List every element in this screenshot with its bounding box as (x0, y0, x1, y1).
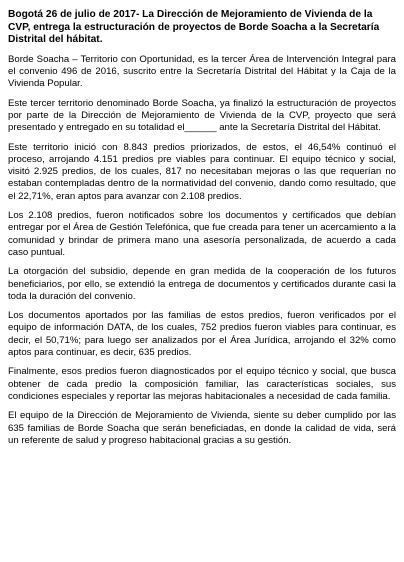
paragraph-priorized-properties: Este territorio inició con 8.843 predios priorizados, de estos, el 46,54% continuó el proceso, arrojando 4.151 predios pre viables para continuar. El equipo técnico y social, visitó 2.925 predios, de los cuales, 817 no necesitaban mejoras o las que requerían no estaban contempladas dentro de la normatividad del convenio, dando como resultado, que el 22,71%, eran aptos para avanzar con 2.108 predios. (8, 141, 396, 202)
paragraph-territory: Este tercer territorio denominado Borde Soacha, ya finalizó la estructuración de proyectos por parte de la Dirección de Mejoramiento de Vivienda de la CVP, proyecto que será presentado y entregado en su totalidad el______ ante la Secretaría Distrital del Hábitat. (8, 97, 396, 134)
paragraph-documents: Los documentos aportados por las familias de estos predios, fueron verificados por el equipo de información DATA, de los cuales, 752 predios fueron viables para continuar, es decir, el 50,71%; para luego ser analizados por el Área Jurídica, arrojando el 32% como aptos para continuar, es decir, 635 predios. (8, 310, 396, 359)
paragraph-notification: Los 2.108 predios, fueron notificados sobre los documentos y certificados que debían entregar por el Área de Gestión Telefónica, que fue creada para tener un acercamiento a la comunidad y brindar de primera mano una asesoría personalizada, de acuerdo a cada caso puntual. (8, 210, 396, 258)
paragraph-subsidy: La otorgación del subsidio, depende en gran medida de la cooperación de los futuros beneficiarios, por ello, se extendió la entrega de documentos y certificados durante casi la toda la duración del convenio. (8, 266, 396, 302)
headline: Bogotá 26 de julio de 2017- La Dirección de Mejoramiento de Vivienda de la CVP, entrega la estructuración de proyectos de Borde Soacha a la Secretaría Distrital del hábitat. (8, 9, 380, 46)
paragraph-intro: Borde Soacha – Territorio con Oportunidad, es la tercer Área de Intervención Integral para el convenio 496 de 2016, suscrito entre la Secretaría Distrital del Hábitat y la Caja de la Vivienda Popular. (8, 53, 396, 90)
paragraph-diagnosis: Finalmente, esos predios fueron diagnosticados por el equipo técnico y social, que busca obtener de cada predio la composición familiar, las características sociales, sus condiciones especiales y reportar las mejoras habitacionales a necesidad de cada familia. (8, 366, 396, 402)
paragraph-conclusion: El equipo de la Dirección de Mejoramiento de Vivienda, siente su deber cumplido por las 635 familias de Borde Soacha que serán beneficiadas, en donde la calidad de vida, será un referente de salud y progreso habitacional gracias a su gestión. (8, 410, 396, 446)
